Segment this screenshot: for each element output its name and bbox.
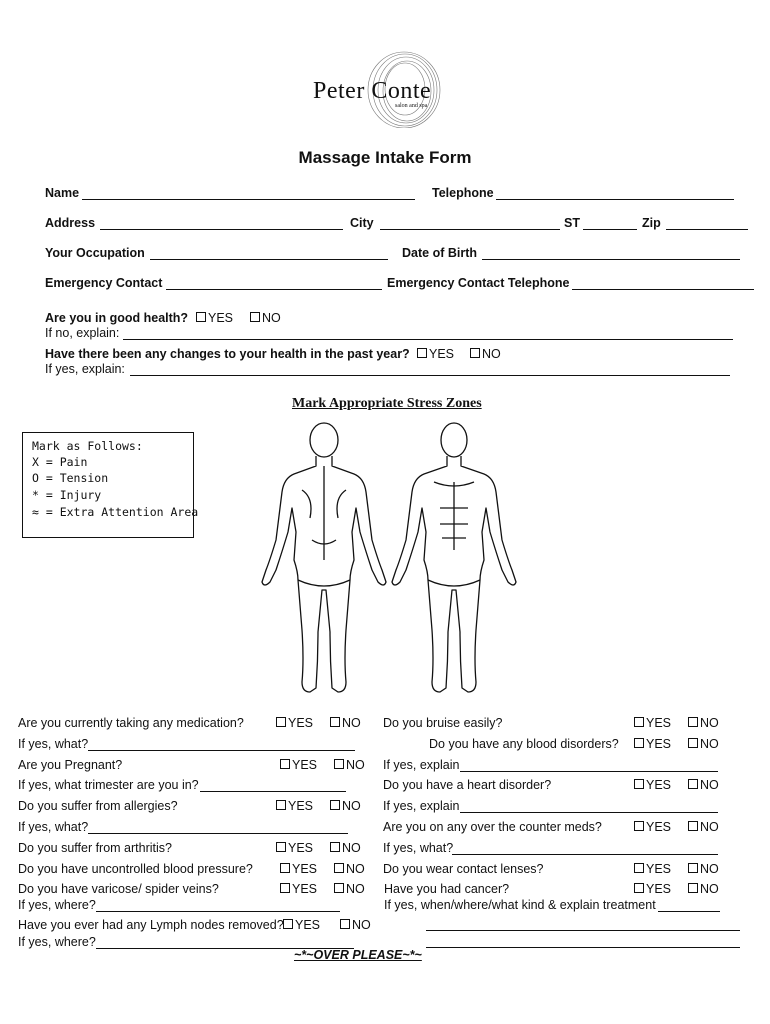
explain-yes-label: If yes, explain: bbox=[45, 362, 125, 376]
name-field[interactable] bbox=[82, 199, 415, 200]
right-question-3: Do you have a heart disorder? bbox=[383, 778, 552, 792]
state-label: ST bbox=[564, 216, 580, 230]
stress-legend-box bbox=[22, 432, 199, 538]
state-field[interactable] bbox=[583, 229, 637, 230]
checkbox-icon bbox=[688, 779, 698, 789]
left-question-8-yes[interactable]: YES bbox=[280, 882, 317, 896]
checkbox-icon bbox=[276, 717, 286, 727]
cancer-explain-line-2[interactable] bbox=[426, 930, 740, 931]
right-question-5-yes[interactable]: YES bbox=[634, 820, 671, 834]
checkbox-icon bbox=[276, 800, 286, 810]
legend-injury: * = Injury bbox=[32, 488, 102, 502]
left-question-3-answer[interactable] bbox=[200, 791, 346, 792]
legend-tension: O = Tension bbox=[32, 471, 109, 485]
left-question-10: Have you ever had any Lymph nodes removed? bbox=[18, 918, 284, 932]
occupation-field[interactable] bbox=[150, 259, 388, 260]
checkbox-icon bbox=[417, 348, 427, 358]
good-health-yes[interactable]: YES bbox=[196, 311, 233, 325]
form-title: Massage Intake Form bbox=[298, 148, 472, 167]
right-question-3-no[interactable]: NO bbox=[688, 778, 719, 792]
legend-pain: X = Pain bbox=[32, 455, 88, 469]
emergency-telephone-label: Emergency Contact Telephone bbox=[387, 276, 570, 290]
checkbox-icon bbox=[330, 842, 340, 852]
left-question-6-no[interactable]: NO bbox=[330, 841, 361, 855]
right-question-9: If yes, when/where/what kind & explain treatment bbox=[384, 898, 656, 912]
right-question-0-yes[interactable]: YES bbox=[634, 716, 671, 730]
address-label: Address bbox=[45, 216, 96, 230]
left-question-10-no[interactable]: NO bbox=[340, 918, 371, 932]
right-question-1: Do you have any blood disorders? bbox=[429, 737, 619, 751]
checkbox-icon bbox=[688, 863, 698, 873]
left-question-1: If yes, what? bbox=[18, 737, 89, 751]
checkbox-icon bbox=[330, 717, 340, 727]
left-question-6-yes[interactable]: YES bbox=[276, 841, 313, 855]
left-question-2-yes[interactable]: YES bbox=[280, 758, 317, 772]
stress-zones-title: Mark Appropriate Stress Zones bbox=[292, 396, 482, 411]
city-field[interactable] bbox=[380, 229, 560, 230]
checkbox-icon bbox=[280, 759, 290, 769]
explain-yes-field[interactable] bbox=[130, 375, 730, 376]
checkbox-icon bbox=[280, 883, 290, 893]
checkbox-icon bbox=[196, 312, 206, 322]
right-question-0-no[interactable]: NO bbox=[688, 716, 719, 730]
left-question-3: If yes, what trimester are you in? bbox=[18, 778, 199, 792]
emergency-contact-label: Emergency Contact bbox=[45, 276, 163, 290]
right-question-8: Have you had cancer? bbox=[384, 882, 510, 896]
checkbox-icon bbox=[283, 919, 293, 929]
left-question-6: Do you suffer from arthritis? bbox=[18, 841, 172, 855]
over-please-footer: ~*~OVER PLEASE~*~ bbox=[294, 948, 422, 962]
checkbox-icon bbox=[688, 821, 698, 831]
right-question-6-answer[interactable] bbox=[452, 854, 718, 855]
checkbox-icon bbox=[280, 863, 290, 873]
checkbox-icon bbox=[634, 738, 644, 748]
right-question-6: If yes, what? bbox=[383, 841, 454, 855]
telephone-field[interactable] bbox=[496, 199, 734, 200]
left-question-4-no[interactable]: NO bbox=[330, 799, 361, 813]
logo-name: Peter Conte bbox=[313, 78, 432, 104]
city-label: City bbox=[350, 216, 374, 230]
body-front-diagram[interactable] bbox=[390, 420, 522, 705]
right-question-1-yes[interactable]: YES bbox=[634, 737, 671, 751]
right-question-7-no[interactable]: NO bbox=[688, 862, 719, 876]
name-label: Name bbox=[45, 186, 80, 200]
checkbox-icon bbox=[340, 919, 350, 929]
checkbox-icon bbox=[334, 759, 344, 769]
occupation-label: Your Occupation bbox=[45, 246, 145, 260]
right-question-8-no[interactable]: NO bbox=[688, 882, 719, 896]
checkbox-icon bbox=[634, 863, 644, 873]
checkbox-icon bbox=[688, 883, 698, 893]
left-question-9-answer[interactable] bbox=[96, 911, 340, 912]
checkbox-icon bbox=[634, 883, 644, 893]
health-changes-no[interactable]: NO bbox=[470, 347, 501, 361]
good-health-no[interactable]: NO bbox=[250, 311, 281, 325]
checkbox-icon bbox=[330, 800, 340, 810]
right-question-4: If yes, explain bbox=[383, 799, 460, 813]
left-question-1-answer[interactable] bbox=[88, 750, 355, 751]
left-question-2: Are you Pregnant? bbox=[18, 758, 123, 772]
good-health-question: Are you in good health? bbox=[45, 311, 189, 325]
left-question-7-no[interactable]: NO bbox=[334, 862, 365, 876]
checkbox-icon bbox=[334, 863, 344, 873]
left-question-0-yes[interactable]: YES bbox=[276, 716, 313, 730]
checkbox-icon bbox=[688, 738, 698, 748]
checkbox-icon bbox=[276, 842, 286, 852]
emergency-telephone-field[interactable] bbox=[572, 289, 754, 290]
left-question-8: Do you have varicose/ spider veins? bbox=[18, 882, 219, 896]
right-question-0: Do you bruise easily? bbox=[383, 716, 503, 730]
left-question-11-answer[interactable] bbox=[96, 948, 354, 949]
left-question-2-no[interactable]: NO bbox=[334, 758, 365, 772]
left-question-5-answer[interactable] bbox=[88, 833, 348, 834]
body-back-diagram[interactable] bbox=[258, 420, 390, 705]
checkbox-icon bbox=[634, 821, 644, 831]
checkbox-icon bbox=[634, 717, 644, 727]
right-question-7: Do you wear contact lenses? bbox=[383, 862, 544, 876]
left-question-11: If yes, where? bbox=[18, 935, 96, 949]
right-question-7-yes[interactable]: YES bbox=[634, 862, 671, 876]
right-question-3-yes[interactable]: YES bbox=[634, 778, 671, 792]
checkbox-icon bbox=[250, 312, 260, 322]
right-question-1-no[interactable]: NO bbox=[688, 737, 719, 751]
right-question-9-answer[interactable] bbox=[658, 911, 720, 912]
left-question-4-yes[interactable]: YES bbox=[276, 799, 313, 813]
telephone-label: Telephone bbox=[432, 186, 494, 200]
left-question-7-yes[interactable]: YES bbox=[280, 862, 317, 876]
right-question-2-answer[interactable] bbox=[460, 771, 718, 772]
logo-tagline: salon and spa bbox=[395, 103, 428, 109]
emergency-contact-field[interactable] bbox=[166, 289, 382, 290]
left-question-10-yes[interactable]: YES bbox=[283, 918, 320, 932]
checkbox-icon bbox=[470, 348, 480, 358]
zip-field[interactable] bbox=[666, 229, 748, 230]
explain-no-field[interactable] bbox=[123, 339, 733, 340]
cancer-explain-line-3[interactable] bbox=[426, 947, 740, 948]
left-question-7: Do you have uncontrolled blood pressure? bbox=[18, 862, 253, 876]
left-question-0: Are you currently taking any medication? bbox=[18, 716, 244, 730]
health-changes-question: Have there been any changes to your health in the past year? bbox=[45, 347, 410, 361]
right-question-4-answer[interactable] bbox=[460, 812, 718, 813]
right-question-5: Are you on any over the counter meds? bbox=[383, 820, 602, 834]
checkbox-icon bbox=[688, 717, 698, 727]
zip-label: Zip bbox=[642, 216, 661, 230]
right-question-5-no[interactable]: NO bbox=[688, 820, 719, 834]
checkbox-icon bbox=[334, 883, 344, 893]
left-question-9: If yes, where? bbox=[18, 898, 96, 912]
dob-field[interactable] bbox=[482, 259, 740, 260]
checkbox-icon bbox=[634, 779, 644, 789]
left-question-0-no[interactable]: NO bbox=[330, 716, 361, 730]
health-changes-yes[interactable]: YES bbox=[417, 347, 454, 361]
legend-extra-attention: ≈ = Extra Attention Area bbox=[32, 505, 199, 519]
left-question-4: Do you suffer from allergies? bbox=[18, 799, 178, 813]
right-question-2: If yes, explain bbox=[383, 758, 460, 772]
left-question-8-no[interactable]: NO bbox=[334, 882, 365, 896]
dob-label: Date of Birth bbox=[402, 246, 477, 260]
address-field[interactable] bbox=[100, 229, 343, 230]
legend-heading: Mark as Follows: bbox=[32, 439, 143, 453]
right-question-8-yes[interactable]: YES bbox=[634, 882, 671, 896]
left-question-5: If yes, what? bbox=[18, 820, 89, 834]
explain-no-label: If no, explain: bbox=[45, 326, 120, 340]
